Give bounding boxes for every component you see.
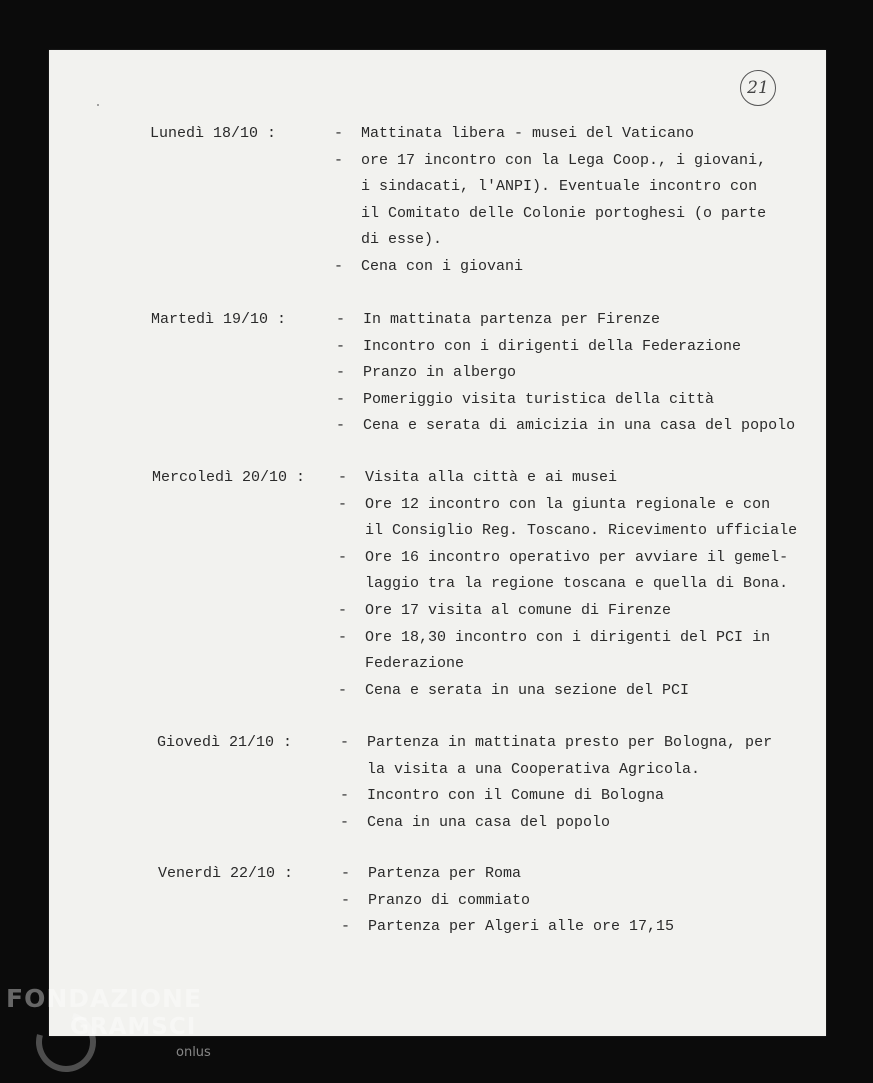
itinerary-line: Ore 17 visita al comune di Firenze [365, 602, 672, 619]
bullet-dash: - [338, 548, 348, 566]
watermark [6, 985, 202, 1041]
watermark-line2: GRAMSCI [70, 1014, 197, 1040]
itinerary-line: Mattinata libera - musei del Vaticano [361, 125, 695, 142]
itinerary-line: laggio tra la regione toscana e quella di Bona. [365, 575, 789, 593]
itinerary-line: Federazione [365, 655, 465, 673]
itinerary-line: Ore 18,30 incontro con i dirigenti del PCI in [365, 628, 771, 646]
itinerary-line: Partenza per Roma [368, 865, 522, 882]
itinerary-line: la visita a una Cooperativa Agricola. [367, 760, 701, 778]
itinerary-line: Pranzo di commiato [368, 891, 531, 909]
bullet-dash: - [341, 865, 351, 882]
bullet-dash: - [341, 891, 351, 909]
day-label: Lunedì 18/10 : [150, 125, 277, 142]
day-label: Mercoledì 20/10 : [152, 469, 306, 486]
bullet-dash: - [340, 813, 350, 831]
bullet-dash: - [340, 734, 350, 751]
itinerary-line: ore 17 incontro con la Lega Coop., i giovani, [361, 151, 767, 169]
itinerary-line: Pomeriggio visita turistica della città [363, 390, 715, 408]
itinerary-line: Incontro con il Comune di Bologna [367, 787, 665, 805]
itinerary-line: Partenza in mattinata presto per Bologna, per [367, 734, 773, 751]
bullet-dash: - [334, 258, 344, 275]
watermark-line1: FONDAZIONE [6, 984, 203, 1013]
itinerary-line: Cena in una casa del popolo [367, 813, 611, 831]
itinerary-line: Incontro con i dirigenti della Federazione [363, 337, 742, 355]
page-number: 21 [740, 70, 776, 106]
itinerary-line: Cena con i giovani [361, 258, 524, 275]
itinerary-line: Pranzo in albergo [363, 364, 517, 382]
bullet-dash: - [336, 417, 346, 435]
paper-speck [97, 104, 99, 106]
bullet-dash: - [338, 628, 348, 646]
bullet-dash: - [340, 787, 350, 805]
bullet-dash: - [338, 681, 348, 699]
bullet-dash: - [334, 125, 344, 142]
itinerary-line: il Comitato delle Colonie portoghesi (o parte [361, 204, 767, 222]
itinerary-line: Visita alla città e ai musei [365, 469, 618, 486]
itinerary-line: il Consiglio Reg. Toscano. Ricevimento ufficiale [365, 522, 798, 540]
watermark-onlus: onlus [176, 1045, 211, 1060]
bullet-dash: - [336, 311, 346, 328]
itinerary-line: i sindacati, l'ANPI). Eventuale incontro con [361, 178, 758, 196]
itinerary-line: di esse). [361, 231, 443, 249]
bullet-dash: - [338, 469, 348, 486]
bullet-dash: - [338, 602, 348, 619]
bullet-dash: - [336, 390, 346, 408]
day-label: Venerdì 22/10 : [158, 865, 294, 882]
itinerary-line: Ore 12 incontro con la giunta regionale e con [365, 495, 771, 513]
itinerary-line: Cena e serata in una sezione del PCI [365, 681, 690, 699]
bullet-dash: - [341, 918, 351, 936]
bullet-dash: - [336, 364, 346, 382]
itinerary-line: Partenza per Algeri alle ore 17,15 [368, 918, 675, 936]
day-label: Martedì 19/10 : [151, 311, 287, 328]
itinerary-line: Cena e serata di amicizia in una casa del popolo [363, 417, 796, 435]
day-label: Giovedì 21/10 : [157, 734, 293, 751]
itinerary-line: Ore 16 incontro operativo per avviare il gemel- [365, 548, 789, 566]
bullet-dash: - [338, 495, 348, 513]
bullet-dash: - [334, 151, 344, 169]
bullet-dash: - [336, 337, 346, 355]
itinerary-line: In mattinata partenza per Firenze [363, 311, 661, 328]
